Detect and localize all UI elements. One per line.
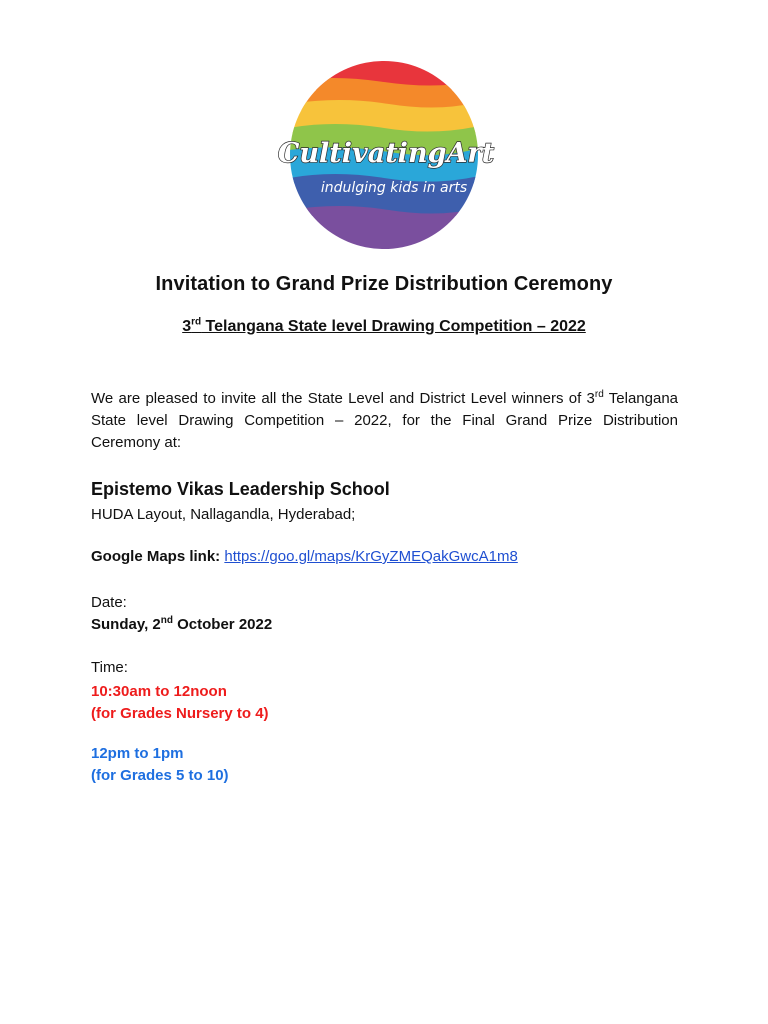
intro-paragraph — [91, 388, 678, 454]
subtitle-sup: rd — [191, 316, 202, 328]
subtitle-rest: Telangana State level Drawing Competition – 2022 — [201, 318, 586, 335]
venue-address: HUDA Layout, Nallagandla, Hyderabad; — [91, 506, 356, 523]
date-value — [91, 616, 272, 633]
cultivating-art-logo — [277, 60, 495, 250]
subtitle-text — [182, 318, 586, 335]
maps-link[interactable]: https://goo.gl/maps/KrGyZMEQakGwcA1m8 — [224, 548, 518, 565]
page-title: Invitation to Grand Prize Distribution Ceremony — [155, 273, 613, 295]
time-slot-1 — [91, 681, 269, 725]
slot1-time: 10:30am to 12noon — [91, 683, 227, 700]
logo-tagline: indulging kids in arts — [320, 180, 468, 196]
slot1-grades: (for Grades Nursery to 4) — [91, 705, 269, 722]
page-subtitle — [0, 318, 768, 336]
intro-part1: We are pleased to invite all the State Level and District Level winners of 3 — [91, 390, 595, 407]
date-sup: nd — [160, 615, 173, 626]
time-slot-2 — [91, 743, 229, 787]
subtitle-prefix: 3 — [182, 318, 192, 335]
logo-brand-text: CultivatingArt — [277, 138, 495, 169]
intro-part2: Telangana State level Drawing Competition – 2022, for the Final Grand Prize Distribution Ceremony at: — [91, 390, 678, 451]
slot2-grades: (for Grades 5 to 10) — [91, 767, 229, 784]
date-rest: October 2022 — [172, 616, 273, 633]
venue-name: Epistemo Vikas Leadership School — [91, 479, 390, 499]
time-label: Time: — [91, 659, 128, 676]
date-label: Date: — [91, 594, 127, 611]
google-maps-line — [91, 548, 518, 565]
date-prefix: Sunday, 2 — [91, 616, 161, 633]
slot2-time: 12pm to 1pm — [91, 745, 184, 762]
intro-sup: rd — [594, 389, 604, 400]
maps-label: Google Maps link: — [91, 548, 221, 565]
